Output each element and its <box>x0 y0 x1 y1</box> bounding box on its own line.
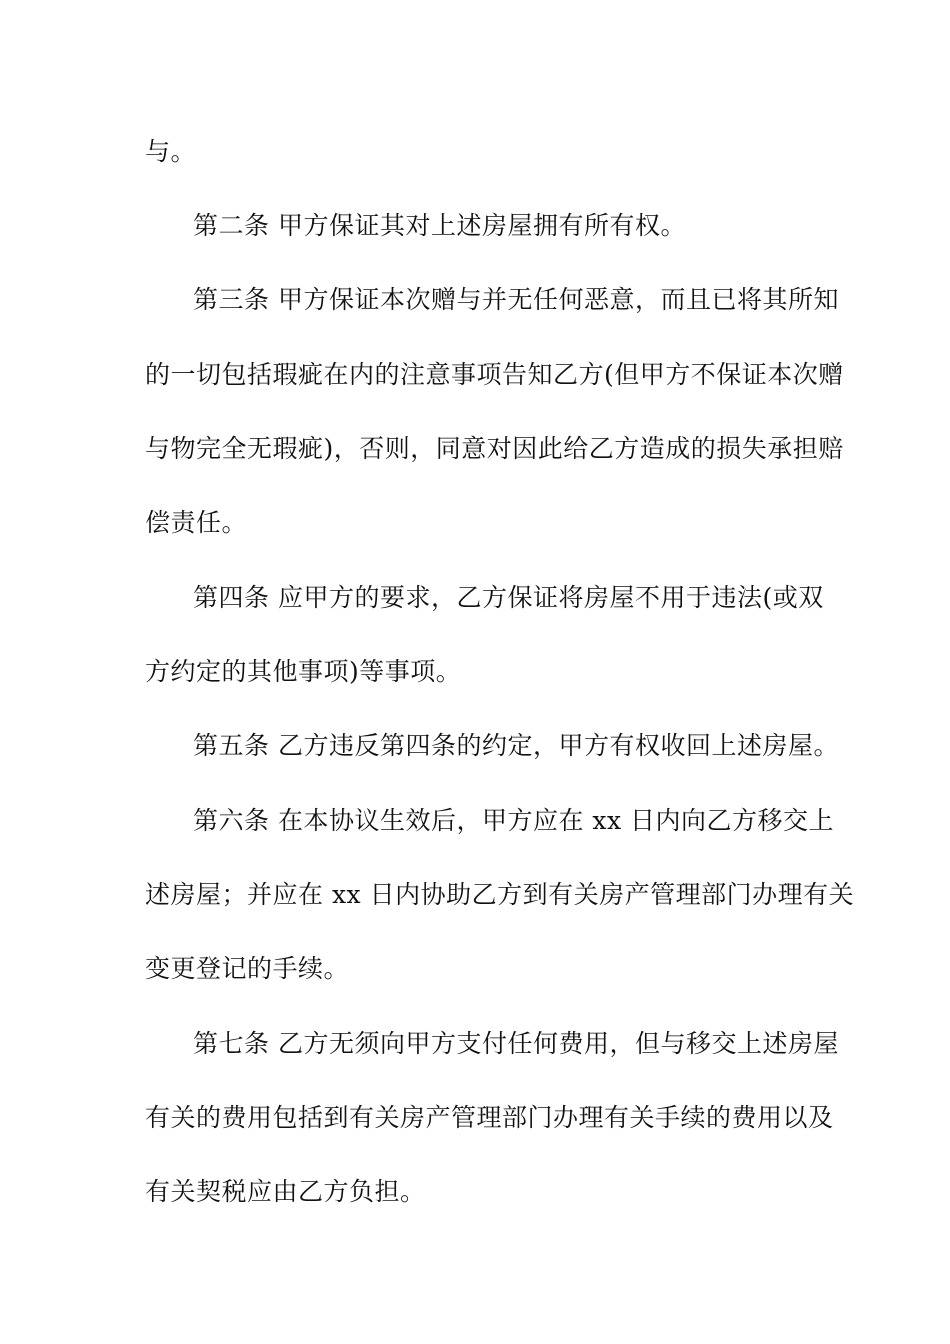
text-line: 变更登记的手续。 <box>145 954 350 983</box>
clause-7-line: 第七条 乙方无须向甲方支付任何费用，但与移交上述房屋 <box>193 1029 839 1058</box>
clause-5-line: 第五条 乙方违反第四条的约定，甲方有权收回上述房屋。 <box>193 731 839 760</box>
clause-2-line: 第二条 甲方保证其对上述房屋拥有所有权。 <box>193 211 686 240</box>
text-line: 的一切包括瑕疵在内的注意事项告知乙方(但甲方不保证本次赠 <box>145 360 844 389</box>
text-line: 有关契税应由乙方负担。 <box>145 1177 426 1206</box>
text-line: 与。 <box>145 137 197 166</box>
clause-4-line: 第四条 应甲方的要求，乙方保证将房屋不用于违法(或双 <box>193 583 824 612</box>
text-line: 方约定的其他事项)等事项。 <box>145 657 462 686</box>
text-line: 有关的费用包括到有关房产管理部门办理有关手续的费用以及 <box>145 1103 834 1132</box>
clause-6-line: 第六条 在本协议生效后，甲方应在 xx 日内向乙方移交上 <box>193 806 835 835</box>
text-line: 与物完全无瑕疵)，否则，同意对因此给乙方造成的损失承担赔 <box>145 434 844 463</box>
text-line: 偿责任。 <box>145 508 248 537</box>
text-line: 述房屋；并应在 xx 日内协助乙方到有关房产管理部门办理有关 <box>145 880 855 909</box>
clause-3-line: 第三条 甲方保证本次赠与并无任何恶意，而且已将其所知 <box>193 285 839 314</box>
